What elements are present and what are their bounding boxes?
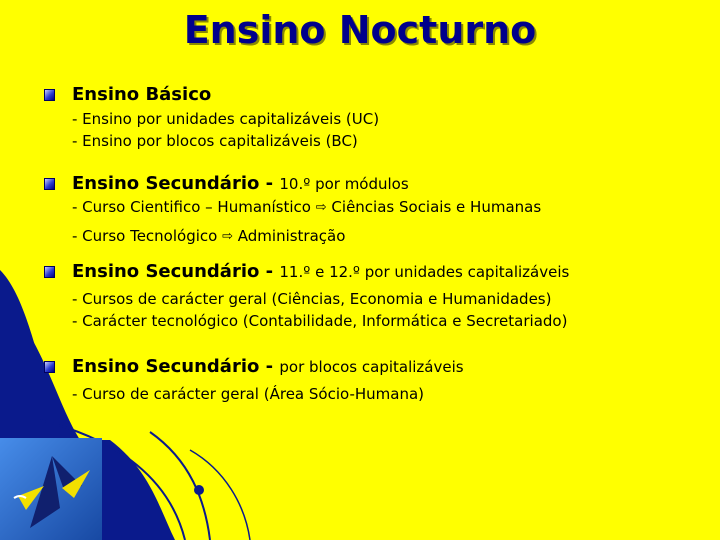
page-title: Ensino Nocturno xyxy=(183,8,537,52)
section-heading: Ensino Secundário - por blocos capitalizáveis xyxy=(72,356,464,377)
section-heading: Ensino Básico xyxy=(72,84,212,105)
section-line: - Ensino por unidades capitalizáveis (UC) xyxy=(72,110,380,128)
section-line: - Carácter tecnológico (Contabilidade, Informática e Secretariado) xyxy=(72,312,568,330)
bullet-icon xyxy=(44,361,55,373)
section-line: - Curso de carácter geral (Área Sócio-Humana) xyxy=(72,385,425,403)
arrow-right-icon: ⇨ xyxy=(222,229,233,244)
arrow-right-icon: ⇨ xyxy=(315,200,327,215)
bullet-icon xyxy=(44,266,55,278)
section-heading: Ensino Secundário - 11.º e 12.º por unidades capitalizáveis xyxy=(72,261,570,282)
section-line: - Cursos de carácter geral (Ciências, Economia e Humanidades) xyxy=(72,290,552,308)
bullet-icon xyxy=(44,178,55,190)
bullet-icon xyxy=(44,89,55,101)
section-line: - Curso Tecnológico ⇨ Administração xyxy=(72,227,346,245)
section-line: - Ensino por blocos capitalizáveis (BC) xyxy=(72,132,358,150)
school-logo-icon xyxy=(0,438,102,540)
section-line: - Curso Cientifico – Humanístico ⇨ Ciências Sociais e Humanas xyxy=(72,198,542,216)
section-heading: Ensino Secundário - 10.º por módulos xyxy=(72,173,409,194)
